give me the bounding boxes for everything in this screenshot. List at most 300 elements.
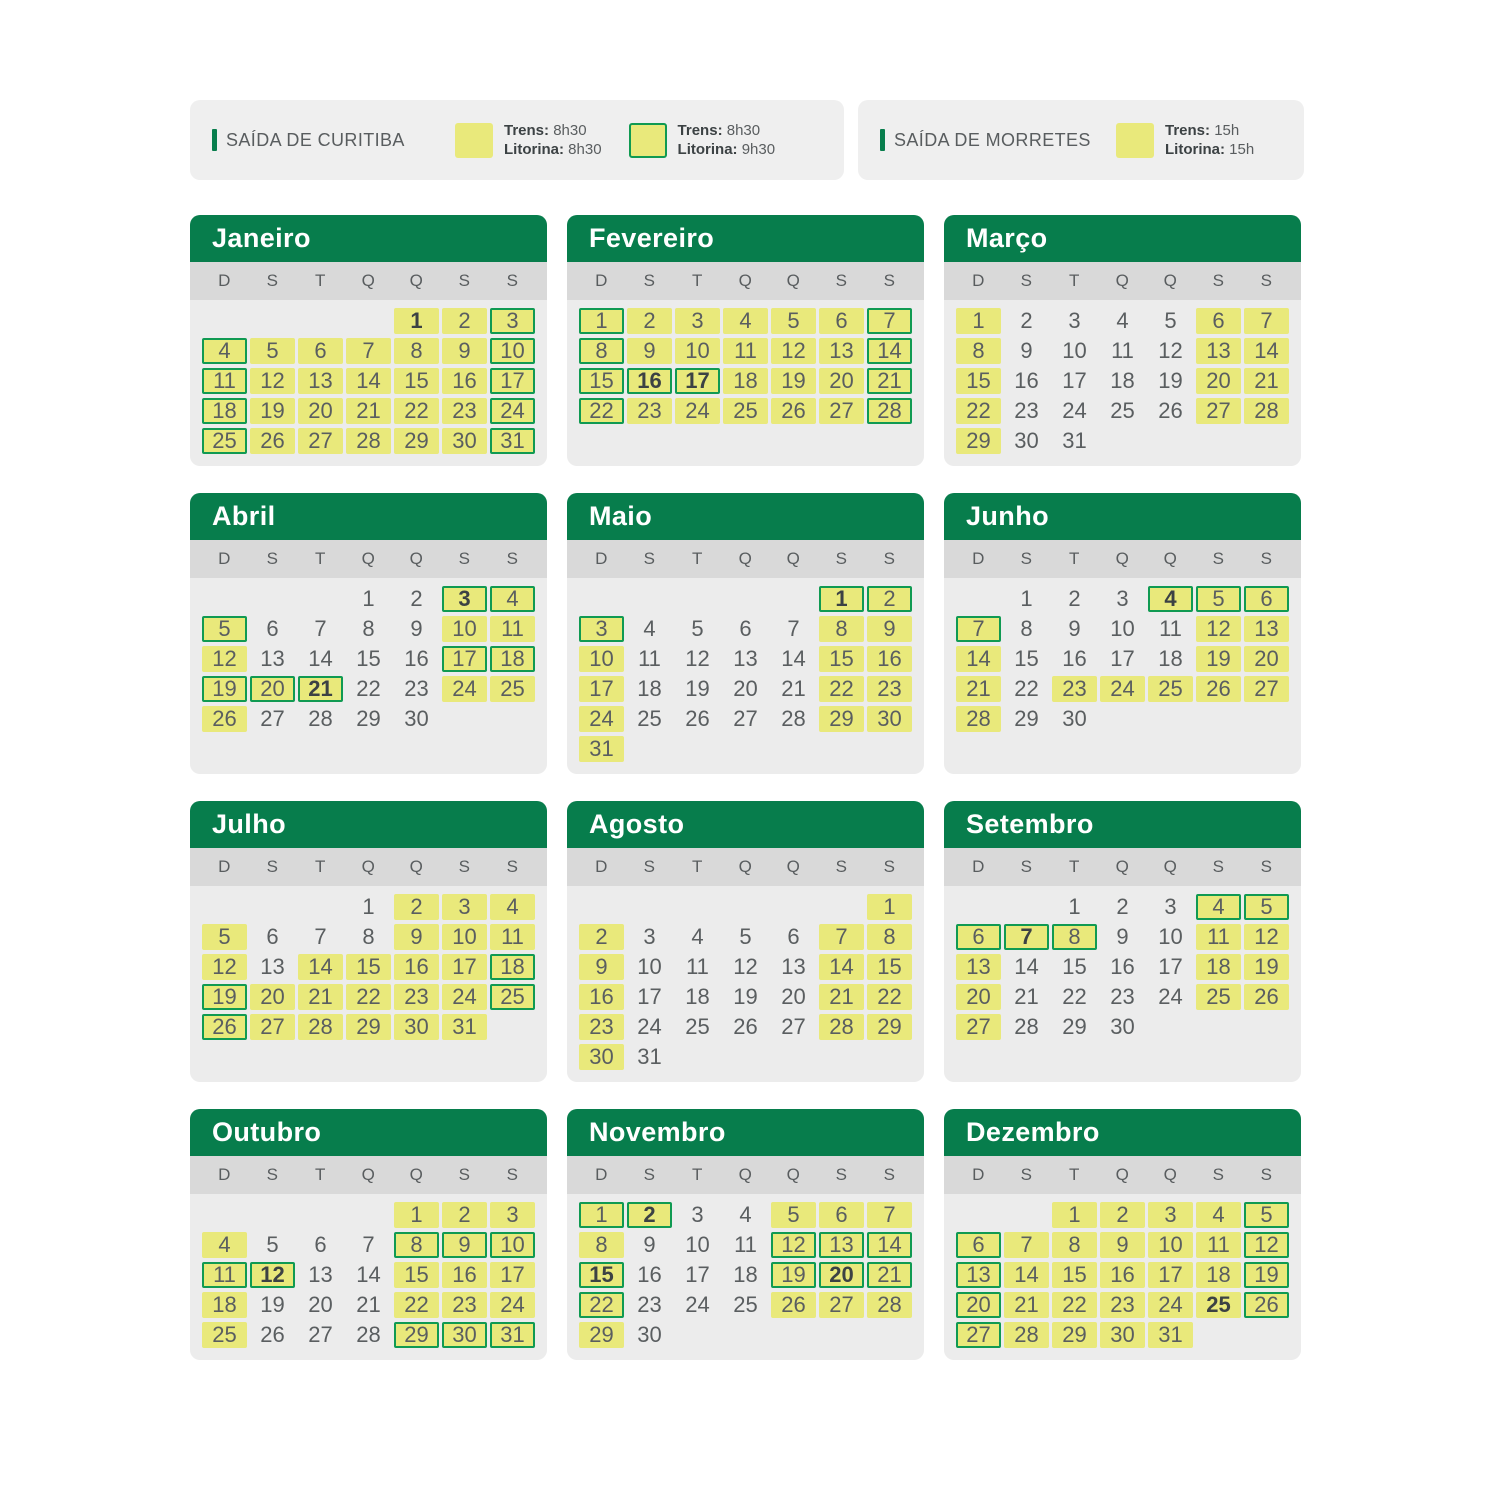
weekday-header-cell: T (1069, 549, 1080, 568)
day-cell: 15 (579, 1262, 624, 1288)
day-cell: 21 (356, 1292, 381, 1317)
day-cell: 28 (308, 706, 333, 731)
weekday-header-cell: Q (1115, 271, 1130, 290)
day-cell: 16 (867, 646, 912, 672)
month-card-outubro (190, 1109, 547, 1360)
day-cell: 30 (867, 706, 912, 732)
month-title: Janeiro (190, 215, 547, 262)
day-cell: 27 (308, 1322, 333, 1347)
day-cell: 13 (298, 368, 343, 394)
days-grid (944, 578, 1301, 744)
day-cell: 5 (1244, 1202, 1289, 1228)
day-blank (579, 894, 624, 920)
day-cell: 2 (394, 894, 439, 920)
day-cell: 1 (579, 1202, 624, 1228)
day-cell: 14 (346, 368, 391, 394)
weekday-header-cell: T (1069, 271, 1080, 290)
weekday-header-cell: S (835, 857, 848, 876)
day-cell: 6 (956, 924, 1001, 950)
day-blank (579, 586, 624, 612)
weekday-header-cell: Q (361, 271, 376, 290)
day-cell: 7 (787, 616, 800, 641)
day-cell: 14 (781, 646, 806, 671)
day-cell: 24 (490, 1292, 535, 1318)
day-cell: 24 (442, 984, 487, 1010)
day-cell: 17 (637, 984, 662, 1009)
day-cell: 18 (1110, 368, 1135, 393)
day-cell: 23 (394, 984, 439, 1010)
day-cell: 23 (442, 398, 487, 424)
day-cell: 20 (250, 676, 295, 702)
weekday-header-cell: S (266, 549, 279, 568)
weekday-header-cell: Q (786, 549, 801, 568)
day-cell: 9 (1020, 338, 1033, 363)
day-cell: 3 (579, 616, 624, 642)
month-title: Agosto (567, 801, 924, 848)
day-cell: 10 (490, 1232, 535, 1258)
day-cell: 14 (298, 954, 343, 980)
day-cell: 16 (442, 1262, 487, 1288)
day-cell: 6 (266, 924, 279, 949)
day-cell: 23 (1014, 398, 1039, 423)
month-title: Junho (944, 493, 1301, 540)
weekday-header-cell: S (883, 1165, 896, 1184)
day-cell: 4 (739, 1202, 752, 1227)
day-cell: 13 (260, 954, 285, 979)
day-cell: 11 (1196, 1232, 1241, 1258)
day-cell: 16 (442, 368, 487, 394)
day-cell: 8 (394, 1232, 439, 1258)
day-cell: 29 (956, 428, 1001, 454)
weekday-header-cell: D (595, 271, 608, 290)
weekday-header-cell: Q (409, 549, 424, 568)
weekday-header-cell: D (218, 271, 231, 290)
weekday-header-cell: Q (1163, 271, 1178, 290)
day-blank (250, 894, 295, 920)
day-cell: 7 (1004, 924, 1049, 950)
weekday-header-cell: D (972, 1165, 985, 1184)
day-blank (298, 1202, 343, 1228)
legend-item-trens-8h30-litorina-9h30 (629, 121, 776, 159)
day-cell: 12 (771, 1232, 816, 1258)
weekday-header-cell: Q (738, 1165, 753, 1184)
day-cell: 11 (734, 1232, 757, 1257)
day-cell: 9 (627, 338, 672, 364)
legend-item-text (1165, 121, 1254, 159)
weekday-header-cell: S (1212, 271, 1225, 290)
day-cell: 25 (202, 428, 247, 454)
day-blank (250, 1202, 295, 1228)
days-grid (567, 578, 924, 774)
day-cell: 7 (314, 924, 327, 949)
day-cell: 14 (819, 954, 864, 980)
day-blank (723, 586, 768, 612)
month-title: Novembro (567, 1109, 924, 1156)
legend-value: 8h30 (726, 122, 761, 139)
day-cell: 6 (298, 338, 343, 364)
day-cell: 17 (442, 954, 487, 980)
day-cell: 27 (1244, 676, 1289, 702)
weekday-header-cell: Q (1115, 549, 1130, 568)
day-cell: 4 (643, 616, 656, 641)
day-cell: 29 (867, 1014, 912, 1040)
day-cell: 12 (202, 954, 247, 980)
legend-value: 9h30 (741, 141, 776, 158)
day-cell: 31 (579, 736, 624, 762)
day-cell: 1 (394, 1202, 439, 1228)
day-cell: 2 (442, 1202, 487, 1228)
day-blank (627, 894, 672, 920)
day-cell: 7 (867, 1202, 912, 1228)
day-blank (346, 1202, 391, 1228)
day-cell: 21 (867, 1262, 912, 1288)
legend-label: Litorina: (504, 141, 564, 158)
day-cell: 31 (490, 1322, 535, 1348)
day-cell: 24 (442, 676, 487, 702)
day-cell: 8 (1052, 924, 1097, 950)
day-blank (1004, 1202, 1049, 1228)
weekday-header-cell: S (506, 271, 519, 290)
day-cell: 31 (490, 428, 535, 454)
day-cell: 3 (1116, 586, 1129, 611)
day-cell: 24 (1148, 1292, 1193, 1318)
day-cell: 29 (579, 1322, 624, 1348)
day-cell: 10 (685, 1232, 710, 1257)
day-cell: 8 (579, 338, 624, 364)
train-schedule-calendar (190, 100, 1304, 1360)
weekday-header-cell: S (458, 271, 471, 290)
day-cell: 4 (1148, 586, 1193, 612)
day-cell: 21 (819, 984, 864, 1010)
day-cell: 4 (1196, 894, 1241, 920)
day-cell: 2 (410, 586, 423, 611)
day-cell: 28 (1244, 398, 1289, 424)
day-cell: 14 (956, 646, 1001, 672)
day-cell: 1 (1052, 1202, 1097, 1228)
day-blank (675, 586, 720, 612)
month-card-setembro (944, 801, 1301, 1082)
weekday-header-cell: Q (1163, 1165, 1178, 1184)
day-cell: 6 (739, 616, 752, 641)
day-cell: 15 (394, 368, 439, 394)
day-cell: 5 (202, 616, 247, 642)
day-cell: 15 (1062, 954, 1087, 979)
legend-title-text: SAÍDA DE CURITIBA (226, 129, 405, 150)
month-title: Maio (567, 493, 924, 540)
day-cell: 22 (394, 1292, 439, 1318)
day-cell: 15 (956, 368, 1001, 394)
day-cell: 4 (1116, 308, 1129, 333)
legend-value: 15h (1229, 141, 1255, 158)
day-cell: 3 (442, 586, 487, 612)
day-cell: 26 (733, 1014, 758, 1039)
legend-item-trens-15h-litorina-15h (1116, 121, 1254, 159)
day-cell: 3 (1068, 308, 1081, 333)
day-cell: 6 (819, 308, 864, 334)
day-cell: 21 (1244, 368, 1289, 394)
day-blank (298, 586, 343, 612)
month-card-fevereiro (567, 215, 924, 466)
day-cell: 2 (1068, 586, 1081, 611)
day-cell: 10 (1110, 616, 1135, 641)
legend-value: 15h (1214, 122, 1240, 139)
day-cell: 27 (819, 1292, 864, 1318)
day-cell: 30 (1014, 428, 1039, 453)
day-cell: 30 (394, 1014, 439, 1040)
day-cell: 26 (1244, 984, 1289, 1010)
day-blank (1004, 894, 1049, 920)
day-cell: 25 (723, 398, 768, 424)
day-cell: 10 (637, 954, 662, 979)
day-cell: 21 (867, 368, 912, 394)
weekday-header-cell: S (1020, 1165, 1033, 1184)
day-cell: 20 (819, 368, 864, 394)
day-cell: 27 (1196, 398, 1241, 424)
day-cell: 14 (867, 1232, 912, 1258)
day-cell: 7 (956, 616, 1001, 642)
day-cell: 17 (442, 646, 487, 672)
day-cell: 19 (771, 368, 816, 394)
legend-item-trens-8h30-litorina-8h30 (455, 121, 602, 159)
day-cell: 9 (1068, 616, 1081, 641)
day-cell: 28 (867, 1292, 912, 1318)
weekday-header-cell: Q (738, 857, 753, 876)
day-cell: 23 (579, 1014, 624, 1040)
day-cell: 20 (956, 984, 1001, 1010)
day-cell: 5 (1196, 586, 1241, 612)
day-cell: 30 (637, 1322, 662, 1347)
day-cell: 10 (442, 616, 487, 642)
day-cell: 15 (819, 646, 864, 672)
day-cell: 10 (579, 646, 624, 672)
day-cell: 21 (346, 398, 391, 424)
yellow-fill-swatch-icon (1116, 123, 1154, 158)
day-cell: 28 (781, 706, 806, 731)
day-cell: 11 (723, 338, 768, 364)
day-blank (723, 894, 768, 920)
day-cell: 29 (394, 428, 439, 454)
legend-box-morretes (858, 100, 1304, 180)
day-cell: 21 (781, 676, 806, 701)
day-cell: 1 (819, 586, 864, 612)
day-cell: 25 (1148, 676, 1193, 702)
day-cell: 19 (1244, 1262, 1289, 1288)
day-cell: 8 (362, 924, 375, 949)
day-cell: 29 (1052, 1322, 1097, 1348)
day-cell: 30 (1100, 1322, 1145, 1348)
day-cell: 19 (1196, 646, 1241, 672)
day-cell: 25 (685, 1014, 710, 1039)
weekday-header-row (567, 1156, 924, 1194)
day-cell: 2 (627, 1202, 672, 1228)
day-cell: 17 (490, 368, 535, 394)
day-cell: 26 (202, 1014, 247, 1040)
day-cell: 24 (1158, 984, 1183, 1009)
day-cell: 11 (1111, 338, 1134, 363)
weekday-header-row (944, 540, 1301, 578)
weekday-header-cell: Q (1163, 857, 1178, 876)
weekday-header-cell: S (266, 857, 279, 876)
day-cell: 15 (356, 646, 381, 671)
day-cell: 1 (362, 586, 375, 611)
day-cell: 18 (637, 676, 662, 701)
day-cell: 3 (490, 308, 535, 334)
day-cell: 15 (346, 954, 391, 980)
day-blank (202, 894, 247, 920)
day-cell: 2 (442, 308, 487, 334)
yellow-fill-swatch-icon (455, 123, 493, 158)
day-cell: 9 (867, 616, 912, 642)
day-cell: 7 (1244, 308, 1289, 334)
day-cell: 4 (202, 338, 247, 364)
day-cell: 31 (637, 1044, 662, 1069)
month-card-dezembro (944, 1109, 1301, 1360)
weekday-header-cell: D (595, 857, 608, 876)
day-cell: 20 (1196, 368, 1241, 394)
day-cell: 19 (202, 984, 247, 1010)
day-cell: 22 (1052, 1292, 1097, 1318)
day-cell: 29 (394, 1322, 439, 1348)
day-cell: 16 (637, 1262, 662, 1287)
day-blank (956, 1202, 1001, 1228)
day-cell: 29 (819, 706, 864, 732)
day-cell: 19 (771, 1262, 816, 1288)
day-cell: 2 (1100, 1202, 1145, 1228)
day-cell: 16 (394, 954, 439, 980)
day-cell: 20 (1244, 646, 1289, 672)
day-cell: 5 (1164, 308, 1177, 333)
day-cell: 28 (356, 1322, 381, 1347)
day-cell: 28 (298, 1014, 343, 1040)
day-cell: 22 (956, 398, 1001, 424)
day-cell: 15 (1014, 646, 1039, 671)
day-cell: 24 (1062, 398, 1087, 423)
month-title: Dezembro (944, 1109, 1301, 1156)
day-cell: 12 (733, 954, 758, 979)
day-cell: 20 (298, 398, 343, 424)
day-cell: 18 (202, 1292, 247, 1318)
day-cell: 20 (956, 1292, 1001, 1318)
day-cell: 14 (867, 338, 912, 364)
legend-value: 8h30 (553, 122, 587, 139)
day-cell: 22 (394, 398, 439, 424)
day-cell: 13 (819, 1232, 864, 1258)
legend-label: Trens: (504, 122, 550, 139)
day-cell: 3 (1164, 894, 1177, 919)
weekday-header-cell: S (835, 1165, 848, 1184)
weekday-header-cell: Q (786, 857, 801, 876)
day-cell: 7 (314, 616, 327, 641)
day-cell: 14 (1244, 338, 1289, 364)
weekday-header-cell: T (315, 1165, 326, 1184)
month-title: Março (944, 215, 1301, 262)
day-cell: 22 (819, 676, 864, 702)
month-title: Outubro (190, 1109, 547, 1156)
weekday-header-cell: S (1260, 271, 1273, 290)
day-cell: 24 (579, 706, 624, 732)
day-cell: 31 (442, 1014, 487, 1040)
day-cell: 30 (442, 428, 487, 454)
weekday-header-cell: D (972, 271, 985, 290)
days-grid (944, 886, 1301, 1052)
day-cell: 5 (771, 308, 816, 334)
weekday-header-cell: S (643, 857, 656, 876)
day-cell: 5 (771, 1202, 816, 1228)
day-cell: 16 (1062, 646, 1087, 671)
weekday-header-cell: S (1020, 271, 1033, 290)
day-cell: 28 (1004, 1322, 1049, 1348)
day-blank (771, 586, 816, 612)
day-cell: 21 (298, 984, 343, 1010)
day-cell: 17 (675, 368, 720, 394)
day-blank (202, 308, 247, 334)
weekday-header-cell: D (595, 549, 608, 568)
day-cell: 12 (1196, 616, 1241, 642)
month-title: Abril (190, 493, 547, 540)
weekday-header-cell: Q (409, 1165, 424, 1184)
days-grid (190, 300, 547, 466)
days-grid (944, 300, 1301, 466)
day-cell: 10 (1062, 338, 1087, 363)
day-blank (956, 586, 1001, 612)
month-card-abril (190, 493, 547, 774)
day-cell: 5 (202, 924, 247, 950)
weekday-header-cell: D (218, 857, 231, 876)
weekday-header-cell: S (266, 271, 279, 290)
month-title: Fevereiro (567, 215, 924, 262)
weekday-header-cell: Q (738, 271, 753, 290)
weekday-header-row (567, 262, 924, 300)
accent-bar-icon (212, 129, 217, 151)
day-cell: 19 (733, 984, 758, 1009)
day-cell: 16 (404, 646, 429, 671)
months-grid (190, 215, 1304, 1360)
day-cell: 1 (956, 308, 1001, 334)
weekday-header-cell: Q (738, 549, 753, 568)
weekday-header-cell: S (1260, 549, 1273, 568)
day-cell: 7 (1004, 1232, 1049, 1258)
weekday-header-cell: T (315, 271, 326, 290)
weekday-header-row (190, 1156, 547, 1194)
day-cell: 6 (956, 1232, 1001, 1258)
weekday-header-row (944, 262, 1301, 300)
day-cell: 8 (1052, 1232, 1097, 1258)
day-cell: 24 (490, 398, 535, 424)
day-cell: 12 (1244, 1232, 1289, 1258)
day-blank (202, 586, 247, 612)
days-grid (567, 1194, 924, 1360)
day-cell: 5 (266, 1232, 279, 1257)
legend-label: Trens: (1165, 122, 1211, 139)
day-cell: 8 (1020, 616, 1033, 641)
weekday-header-cell: S (1212, 1165, 1225, 1184)
day-cell: 6 (787, 924, 800, 949)
day-cell: 8 (956, 338, 1001, 364)
legend-row (190, 100, 1304, 180)
day-blank (346, 308, 391, 334)
weekday-header-cell: Q (361, 1165, 376, 1184)
weekday-header-cell: Q (409, 271, 424, 290)
day-cell: 16 (1100, 1262, 1145, 1288)
weekday-header-cell: T (1069, 1165, 1080, 1184)
month-card-maio (567, 493, 924, 774)
day-cell: 26 (771, 1292, 816, 1318)
day-cell: 14 (1004, 1262, 1049, 1288)
day-cell: 27 (781, 1014, 806, 1039)
day-cell: 18 (1158, 646, 1183, 671)
weekday-header-cell: Q (786, 1165, 801, 1184)
weekday-header-cell: S (1260, 857, 1273, 876)
